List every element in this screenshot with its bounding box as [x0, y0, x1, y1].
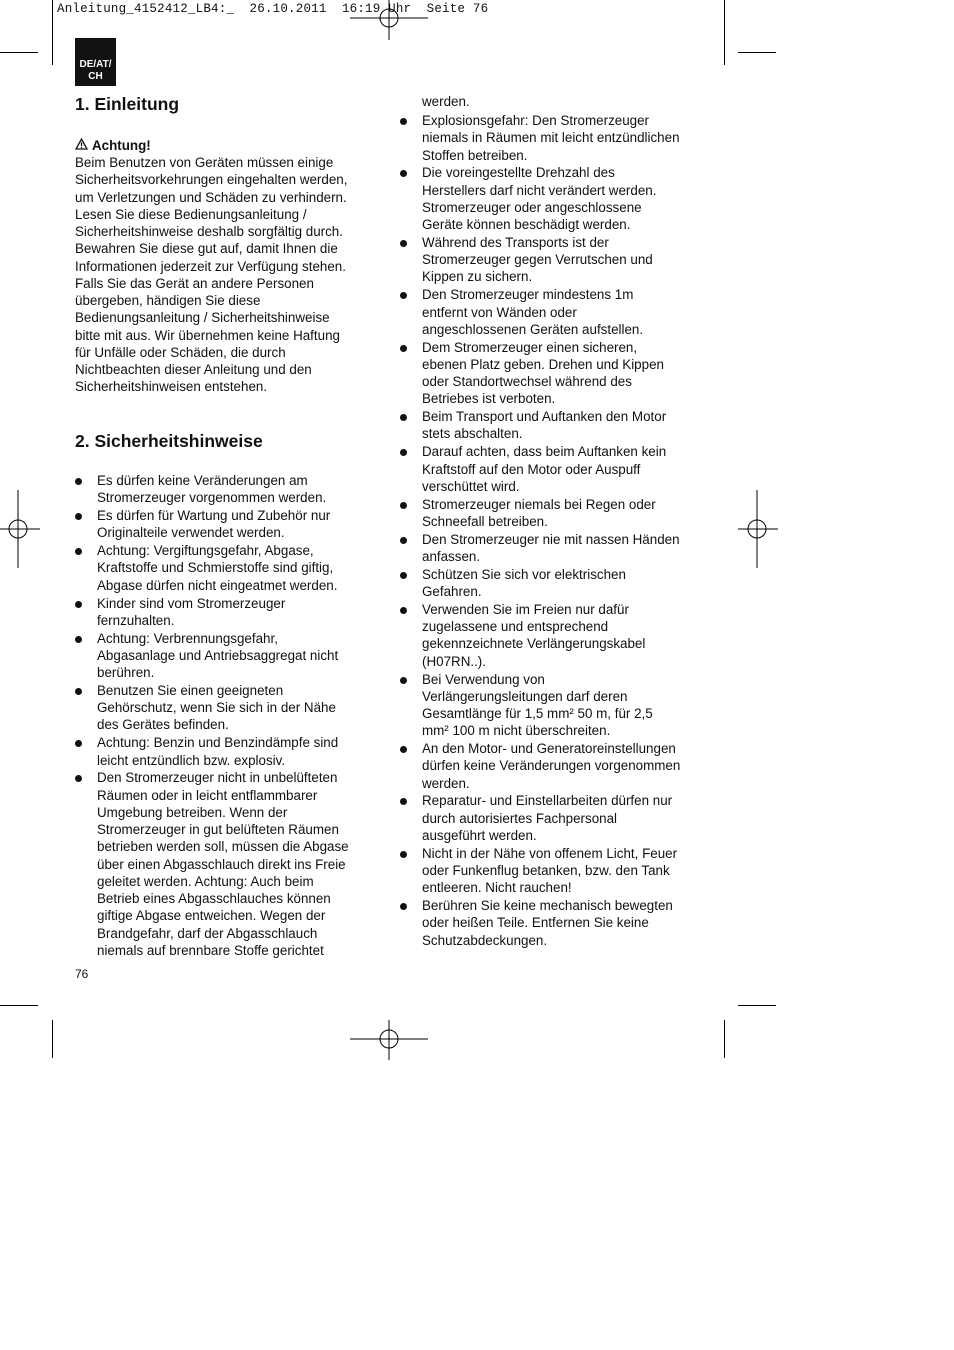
list-item-line: Gesamtlänge für 1,5 mm² 50 m, für 2,5: [422, 706, 653, 722]
bullet-icon: [400, 345, 407, 352]
list-item-line: Bei Verwendung von: [422, 671, 545, 687]
bullet-icon: [400, 798, 407, 805]
registration-mark-icon: [350, 0, 428, 40]
safety-list-right: [400, 112, 705, 950]
list-item-line: Stromerzeuger oder angeschlossene: [422, 199, 642, 215]
safety-list-item: [400, 531, 705, 566]
list-item-line: Den Stromerzeuger nie mit nassen Händen: [422, 531, 680, 547]
list-item-line: berühren.: [97, 665, 155, 681]
paragraph-line: Lesen Sie diese Bedienungsanleitung /: [75, 206, 307, 222]
list-item-line: Dem Stromerzeuger einen sicheren,: [422, 339, 638, 355]
list-item-line: niemals in Räumen mit leicht entzündlichen: [422, 130, 680, 146]
bullet-icon: [75, 775, 82, 782]
bullet-icon: [75, 601, 82, 608]
list-item-line: Kraftstoffe und Schmierstoffe sind giftig,: [97, 560, 334, 576]
list-item-line: Achtung: Verbrennungsgefahr,: [97, 630, 278, 646]
list-item-line: Schützen Sie sich vor elektrischen: [422, 566, 626, 582]
list-item-line: Verwenden Sie im Freien nur dafür: [422, 601, 629, 617]
list-item-line: Den Stromerzeuger mindestens 1m: [422, 287, 634, 303]
list-item-line: Stromerzeuger in gut belüfteten Räumen: [97, 822, 339, 838]
paragraph-line: Sicherheitsvorkehrungen eingehalten werden,: [75, 172, 348, 188]
safety-list-item: [400, 112, 705, 164]
list-item-line: Achtung: Benzin und Benzindämpfe sind: [97, 735, 339, 751]
bullet-icon: [400, 537, 407, 544]
paragraph-line: Bewahren Sie diese gut auf, damit Ihnen die: [75, 241, 338, 257]
list-item-line: Betriebes ist verboten.: [422, 391, 556, 407]
registration-mark-icon: [350, 1020, 428, 1060]
list-item-line: dürfen keine Veränderungen vorgenommen: [422, 758, 681, 774]
list-item-line: Schutzabdeckungen.: [422, 932, 548, 948]
paragraph-line: für Unfälle oder Schäden, die durch: [75, 344, 286, 360]
list-item-line: Abgase dürfen nicht eingeatmet werden.: [97, 577, 338, 593]
safety-list-item: [75, 595, 375, 630]
list-item-line: giftige Abgase entweichen. Wegen der: [97, 908, 326, 924]
paragraph-line: Bedienungsanleitung / Sicherheitshinweise: [75, 310, 330, 326]
safety-list-item: [400, 845, 705, 897]
safety-list-item: [75, 472, 375, 507]
list-item-line: Stromerzeuger niemals bei Regen oder: [422, 496, 656, 512]
safety-list-item: [400, 286, 705, 338]
crop-mark: [724, 1020, 725, 1058]
list-item-line: Den Stromerzeuger nicht in unbelüfteten: [97, 770, 338, 786]
list-item-line: durch autorisiertes Fachpersonal: [422, 810, 618, 826]
safety-list-item: [75, 734, 375, 769]
safety-list-item: [400, 408, 705, 443]
print-header: Anleitung_4152412_LB4:_ 26.10.2011 16:19 Uhr Seite 76: [57, 2, 489, 16]
paragraph-line: Nichtbeachten dieser Anleitung und den: [75, 362, 312, 377]
list-item-line: Explosionsgefahr: Den Stromerzeuger: [422, 113, 650, 128]
list-item-line: Beim Transport und Auftanken den Motor: [422, 409, 667, 425]
paragraph-line: Sicherheitshinweisen entstehen.: [75, 379, 268, 395]
list-item-line: Gehörschutz, wenn Sie sich in der Nähe: [97, 700, 336, 716]
list-item-line: Kippen zu sichern.: [422, 269, 533, 285]
bullet-icon: [400, 903, 407, 910]
list-item-line: Es dürfen für Wartung und Zubehör nur: [97, 508, 331, 524]
list-item-line: Während des Transports ist der: [422, 234, 609, 250]
list-item-line: über einen Abgasschlauch direkt ins Freie: [97, 856, 346, 872]
list-item-line: niemals auf brennbare Stoffe gerichtet: [97, 942, 324, 958]
list-item-line: Abgasanlage und Antriebsaggregat nicht: [97, 647, 339, 663]
safety-list-item: [400, 601, 705, 670]
list-item-line: stets abschalten.: [422, 426, 523, 442]
language-badge-line: CH: [88, 71, 103, 82]
safety-list-item: [75, 542, 375, 594]
list-item-line: Benutzen Sie einen geeigneten: [97, 682, 284, 698]
bullet-icon: [400, 677, 407, 684]
paragraph-line: übergeben, händigen Sie diese: [75, 293, 261, 308]
paragraph-line: Sicherheitshinweise deshalb sorgfältig durch.: [75, 224, 343, 239]
list-item-line: entleeren. Nicht rauchen!: [422, 880, 572, 896]
list-item-line: Stromerzeuger vorgenommen werden.: [97, 490, 327, 506]
warning-triangle-icon: [75, 137, 88, 154]
bullet-icon: [75, 636, 82, 643]
safety-list-item: [400, 566, 705, 601]
bullet-icon: [400, 572, 407, 579]
registration-mark-icon: [0, 490, 40, 568]
paragraph-line: Informationen jederzeit zur Verfügung stehen.: [75, 258, 346, 274]
bullet-icon: [400, 851, 407, 858]
bullet-icon: [400, 170, 407, 177]
bullet-icon: [75, 548, 82, 555]
list-item-line: mm² 100 m nicht überschreiten.: [422, 723, 611, 739]
safety-list-item: [400, 897, 705, 949]
list-item-line: verschüttet wird.: [422, 478, 520, 494]
list-item-line: anfassen.: [422, 549, 481, 564]
list-item-line: betrieben werden soll, müssen die Abgase: [97, 839, 349, 855]
intro-paragraph: [75, 154, 375, 396]
crop-mark: [52, 0, 53, 65]
safety-list-item: [75, 630, 375, 682]
list-item-line: entfernt von Wänden oder: [422, 304, 577, 320]
safety-list-item: [400, 339, 705, 408]
bullet-icon: [400, 746, 407, 753]
list-item-line: An den Motor- und Generatoreinstellungen: [422, 741, 676, 757]
page-number: 76: [75, 967, 89, 981]
list-item-line: ebenen Platz geben. Drehen und Kippen: [422, 356, 664, 372]
crop-mark: [52, 1020, 53, 1058]
safety-list-item: [400, 792, 705, 844]
list-item-line: Räumen oder in leicht entflammbarer: [97, 787, 318, 803]
list-item-line: zugelassene und entsprechend: [422, 619, 609, 635]
list-item-line: oder Funkenflug betanken, bzw. den Tank: [422, 863, 670, 879]
list-item-line: fernzuhalten.: [97, 612, 175, 628]
warning-title: Achtung!: [92, 138, 151, 153]
list-item-line: Herstellers darf nicht verändert werden.: [422, 182, 657, 198]
list-item-line: Die voreingestellte Drehzahl des: [422, 165, 615, 181]
list-item-line: Nicht in der Nähe von offenem Licht, Feuer: [422, 845, 678, 861]
list-item-line: geleitet werden. Achtung: Auch beim: [97, 873, 314, 889]
language-badge: [75, 38, 116, 86]
bullet-icon: [75, 740, 82, 747]
paragraph-line: um Verletzungen und Schäden zu verhindern.: [75, 189, 347, 205]
list-item-line: Brandgefahr, darf der Abgasschlauch: [97, 925, 318, 941]
list-item-line: oder Standortwechsel während des: [422, 374, 632, 390]
bullet-icon: [400, 607, 407, 614]
bullet-icon: [400, 118, 407, 125]
warning-heading: [75, 137, 375, 154]
list-item-line: ausgeführt werden.: [422, 827, 537, 843]
list-item-line: Kraftstoff auf den Motor oder Auspuff: [422, 461, 641, 477]
list-item-line: Reparatur- und Einstellarbeiten dürfen nur: [422, 793, 673, 809]
crop-mark: [738, 1005, 776, 1006]
list-item-line: Betrieb eines Abgasschlauches können: [97, 891, 331, 907]
crop-mark: [0, 52, 38, 53]
paragraph-line: Beim Benutzen von Geräten müssen einige: [75, 155, 334, 170]
list-item-line: Darauf achten, dass beim Auftanken kein: [422, 444, 667, 460]
safety-list-item: [75, 769, 375, 959]
continuation-text: werden.: [422, 94, 470, 109]
section-title-einleitung: 1. Einleitung: [75, 94, 180, 114]
registration-mark-icon: [738, 490, 778, 568]
crop-mark: [0, 1005, 38, 1006]
bullet-icon: [75, 688, 82, 695]
crop-mark: [738, 52, 776, 53]
safety-list-item: [400, 234, 705, 286]
paragraph-line: bitte mit aus. Wir übernehmen keine Haftung: [75, 327, 340, 343]
bullet-icon: [400, 414, 407, 421]
safety-list-item: [400, 443, 705, 495]
safety-list-item: [400, 164, 705, 233]
list-item-line: Berühren Sie keine mechanisch bewegten: [422, 898, 673, 914]
list-item-line: (H07RN..).: [422, 653, 486, 669]
list-item-line: gekennzeichnete Verlängerungskabel: [422, 636, 646, 652]
paragraph-line: Falls Sie das Gerät an andere Personen: [75, 275, 314, 291]
list-item-line: des Gerätes befinden.: [97, 717, 229, 733]
safety-list-item: [400, 496, 705, 531]
list-item-line: Gefahren.: [422, 584, 482, 600]
bullet-icon: [400, 502, 407, 509]
list-item-line: Stromerzeuger gegen Verrutschen und: [422, 252, 653, 268]
list-item-line: Geräte können beschädigt werden.: [422, 217, 631, 233]
list-item-line: Es dürfen keine Veränderungen am: [97, 473, 308, 488]
bullet-icon: [75, 478, 82, 485]
list-item-line: Umgebung betreiben. Wenn der: [97, 804, 288, 820]
bullet-icon: [75, 513, 82, 520]
list-item-line: Kinder sind vom Stromerzeuger: [97, 595, 286, 611]
list-item-line: werden.: [422, 775, 470, 791]
safety-list-item: [400, 671, 705, 740]
section-title-sicherheitshinweise: 2. Sicherheitshinweise: [75, 431, 263, 451]
list-item-line: Schneefall betreiben.: [422, 513, 548, 529]
language-badge-line: DE/AT/: [79, 59, 112, 70]
safety-list-item: [400, 740, 705, 792]
safety-list-item: [75, 507, 375, 542]
list-item-line: Originalteile verwendet werden.: [97, 525, 285, 541]
safety-list-left: [75, 472, 375, 960]
list-item-line: Stoffen betreiben.: [422, 147, 528, 163]
safety-list-item: [75, 682, 375, 734]
list-item-line: oder heißen Teile. Entfernen Sie keine: [422, 915, 649, 931]
list-item-line: leicht entzündlich bzw. explosiv.: [97, 752, 286, 768]
list-item-line: angeschlossenen Geräten aufstellen.: [422, 321, 644, 337]
list-item-line: Verlängerungsleitungen darf deren: [422, 688, 628, 704]
list-item-line: Achtung: Vergiftungsgefahr, Abgase,: [97, 543, 314, 559]
bullet-icon: [400, 240, 407, 247]
bullet-icon: [400, 449, 407, 456]
crop-mark: [724, 0, 725, 65]
bullet-icon: [400, 292, 407, 299]
